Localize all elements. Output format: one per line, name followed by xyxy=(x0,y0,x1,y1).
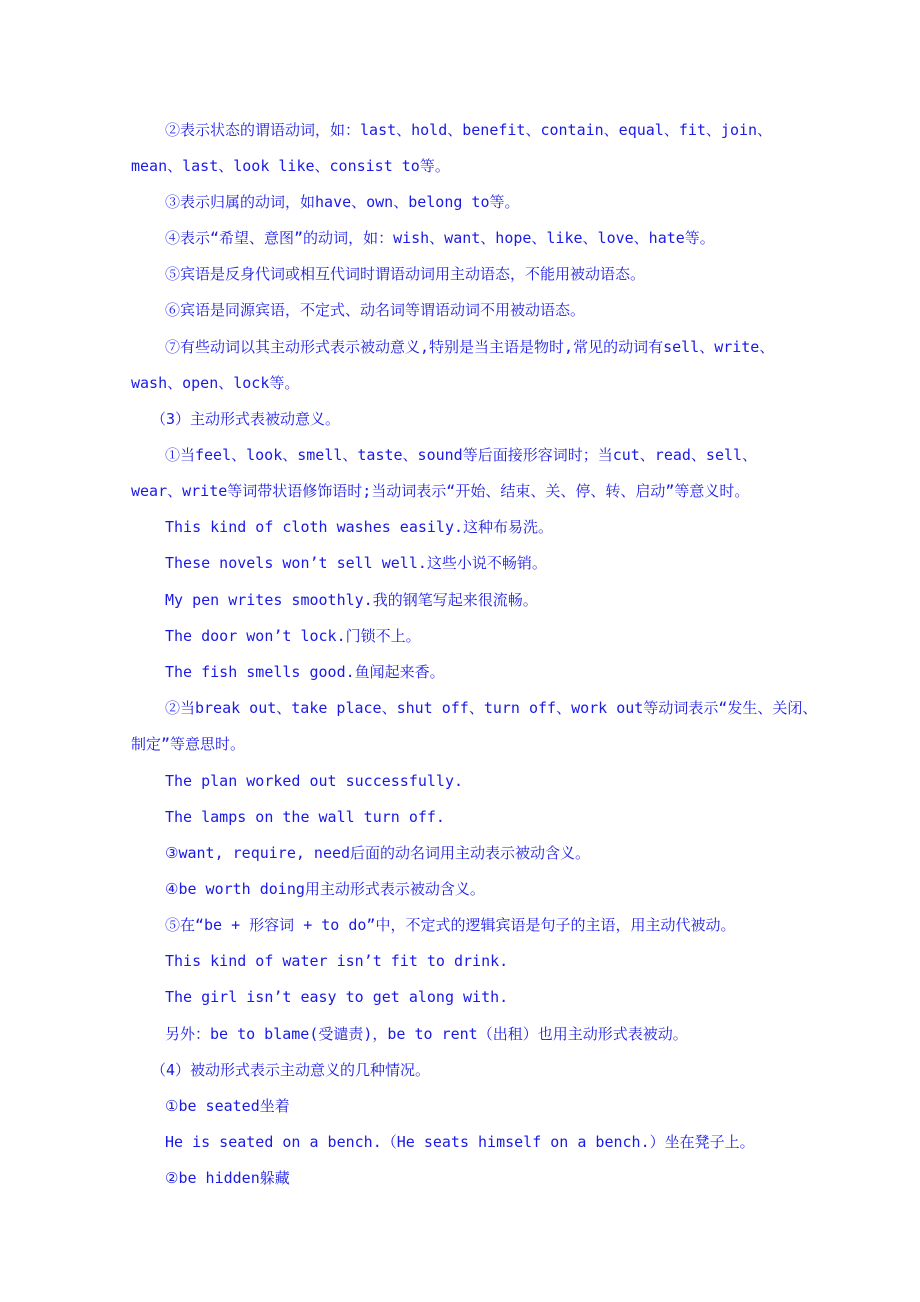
example-sentence: This kind of water isn’t fit to drink. xyxy=(165,952,509,970)
text-line: 制定”等意思时。 xyxy=(131,735,246,753)
text-line: wash、open、lock等。 xyxy=(131,374,300,392)
text-line: ④be worth doing用主动形式表示被动含义。 xyxy=(165,880,485,898)
example-sentence: This kind of cloth washes easily.这种布易洗。 xyxy=(165,518,554,536)
text-line: ⑤在“be + 形容词 + to do”中，不定式的逻辑宾语是句子的主语，用主动代被动。 xyxy=(165,916,736,934)
section-heading: （4）被动形式表示主动意义的几种情况。 xyxy=(151,1061,431,1079)
text-line: ②当break out、take place、shut off、turn off、work out等动词表示“发生、关闭、 xyxy=(165,699,818,717)
text-line: ③表示归属的动词，如have、own、belong to等。 xyxy=(165,193,520,211)
text-line: ①当feel、look、smell、taste、sound等后面接形容词时；当cut、read、sell、 xyxy=(165,446,758,464)
text-line: ②表示状态的谓语动词，如：last、hold、benefit、contain、equal、fit、join、 xyxy=(165,121,773,139)
example-sentence: The door won’t lock.门锁不上。 xyxy=(165,627,421,645)
text-line: ②be hidden躲藏 xyxy=(165,1169,290,1187)
example-sentence: My pen writes smoothly.我的钢笔写起来很流畅。 xyxy=(165,591,538,609)
text-line: ④表示“希望、意图”的动词，如：wish、want、hope、like、love、hate等。 xyxy=(165,229,715,247)
example-sentence: The girl isn’t easy to get along with. xyxy=(165,988,509,1006)
section-heading: （3）主动形式表被动意义。 xyxy=(151,410,341,428)
text-line: wear、write等词带状语修饰语时;当动词表示“开始、结束、关、停、转、启动”等意义时。 xyxy=(131,482,750,500)
example-sentence: The plan worked out successfully. xyxy=(165,772,464,790)
text-line: ③want, require, need后面的动名词用主动表示被动含义。 xyxy=(165,844,591,862)
text-line: ⑤宾语是反身代词或相互代词时谓语动词用主动语态，不能用被动语态。 xyxy=(165,265,646,283)
example-sentence: The fish smells good.鱼闻起来香。 xyxy=(165,663,445,681)
example-sentence: He is seated on a bench.（He seats himself on a bench.）坐在凳子上。 xyxy=(165,1133,755,1151)
text-line: 另外：be to blame(受谴责)，be to rent（出租）也用主动形式表被动。 xyxy=(165,1025,688,1043)
text-line: ⑥宾语是同源宾语，不定式、动名词等谓语动词不用被动语态。 xyxy=(165,301,586,319)
example-sentence: The lamps on the wall turn off. xyxy=(165,808,445,826)
text-line: ⑦有些动词以其主动形式表示被动意义,特别是当主语是物时,常见的动词有sell、write、 xyxy=(165,338,775,356)
example-sentence: These novels won’t sell well.这些小说不畅销。 xyxy=(165,554,547,572)
text-line: mean、last、look like、consist to等。 xyxy=(131,157,450,175)
text-line: ①be seated坐着 xyxy=(165,1097,290,1115)
